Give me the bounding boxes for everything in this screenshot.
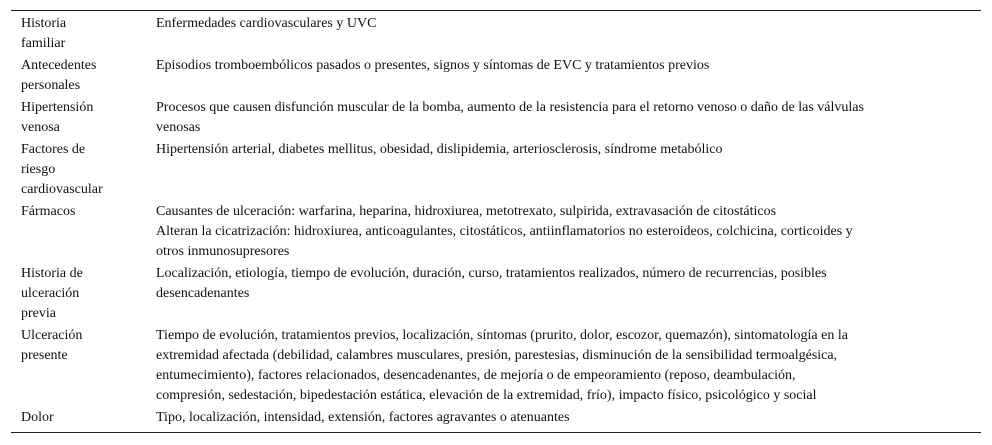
row-value-line: extremidad afectada (debilidad, calambres musculares, presión, parestesias, disminución de la sensibilidad termoalgésica, xyxy=(156,348,838,363)
row-value-line: Enfermedades cardiovasculares y UVC xyxy=(156,16,377,31)
table-row-hipertension-venosa xyxy=(11,97,981,139)
row-label-line: Antecedentes xyxy=(21,58,97,73)
row-label-line: previa xyxy=(21,306,56,321)
row-value-line: Causantes de ulceración: warfarina, heparina, hidroxiurea, metotrexato, sulpirida, extravasación de citostáticos xyxy=(156,204,777,219)
row-value xyxy=(156,201,981,263)
row-value-line: entumecimiento), factores relacionados, desencadenantes, de mejoría o de empeoramiento (reposo, deambulación, xyxy=(156,368,796,383)
row-value xyxy=(156,139,981,201)
row-label xyxy=(11,97,156,139)
row-value-line: venosas xyxy=(156,120,201,135)
row-value-line: Localización, etiología, tiempo de evolución, duración, curso, tratamientos realizados, número de recurrencias, posibles xyxy=(156,266,827,281)
table-row-dolor xyxy=(11,407,981,433)
row-value xyxy=(156,407,981,433)
row-label-line: Fármacos xyxy=(21,204,76,219)
row-label xyxy=(11,201,156,263)
table-row-factores-riesgo xyxy=(11,139,981,201)
row-value xyxy=(156,97,981,139)
row-value xyxy=(156,325,981,407)
row-label-line: cardiovascular xyxy=(21,182,103,197)
row-value-line: Tiempo de evolución, tratamientos previos, localización, síntomas (prurito, dolor, escozor, quemazón), sintomatología en la xyxy=(156,328,848,343)
table-row-antecedentes-personales xyxy=(11,55,981,97)
clinical-history-table xyxy=(11,10,981,433)
row-value-line: Episodios tromboembólicos pasados o presentes, signos y síntomas de EVC y tratamientos previos xyxy=(156,58,710,73)
row-label-line: presente xyxy=(21,348,68,363)
row-label-line: venosa xyxy=(21,120,60,135)
table-row-historia-familiar xyxy=(11,11,981,56)
row-value-line: Tipo, localización, intensidad, extensión, factores agravantes o atenuantes xyxy=(156,410,570,425)
row-label-line: riesgo xyxy=(21,162,56,177)
row-label-line: personales xyxy=(21,78,81,93)
row-label xyxy=(11,11,156,56)
row-value-line: compresión, sedestación, bipedestación estática, elevación de la extremidad, frío), impacto físico, psicológico y social xyxy=(156,388,817,403)
row-label-line: Historia de xyxy=(21,266,83,281)
table-row-farmacos xyxy=(11,201,981,263)
row-value-line: Hipertensión arterial, diabetes mellitus, obesidad, dislipidemia, arteriosclerosis, síndrome metabólico xyxy=(156,142,723,157)
row-label-line: Historia xyxy=(21,16,67,31)
table-body xyxy=(11,11,981,433)
row-label-line: ulceración xyxy=(21,286,80,301)
row-value-line: desencadenantes xyxy=(156,286,250,301)
row-label-line: Ulceración xyxy=(21,328,83,343)
row-label-line: Factores de xyxy=(21,142,86,157)
row-value xyxy=(156,11,981,56)
row-value xyxy=(156,263,981,325)
row-label xyxy=(11,263,156,325)
row-value-line: otros inmunosupresores xyxy=(156,244,290,259)
row-label-line: Dolor xyxy=(21,410,54,425)
row-value-line: Procesos que causen disfunción muscular de la bomba, aumento de la resistencia para el retorno venoso o daño de las válvulas xyxy=(156,100,864,115)
row-label-line: Hipertensión xyxy=(21,100,94,115)
row-value-line: Alteran la cicatrización: hidroxiurea, anticoagulantes, citostáticos, antiinflamatorios no esteroideos, colchicina, corticoides y xyxy=(156,224,853,239)
row-label xyxy=(11,325,156,407)
row-label xyxy=(11,407,156,433)
table-row-ulceracion-presente xyxy=(11,325,981,407)
table-row-historia-ulceracion-previa xyxy=(11,263,981,325)
row-value xyxy=(156,55,981,97)
row-label xyxy=(11,139,156,201)
row-label xyxy=(11,55,156,97)
clinical-history-table-container xyxy=(11,10,981,433)
row-label-line: familiar xyxy=(21,36,66,51)
